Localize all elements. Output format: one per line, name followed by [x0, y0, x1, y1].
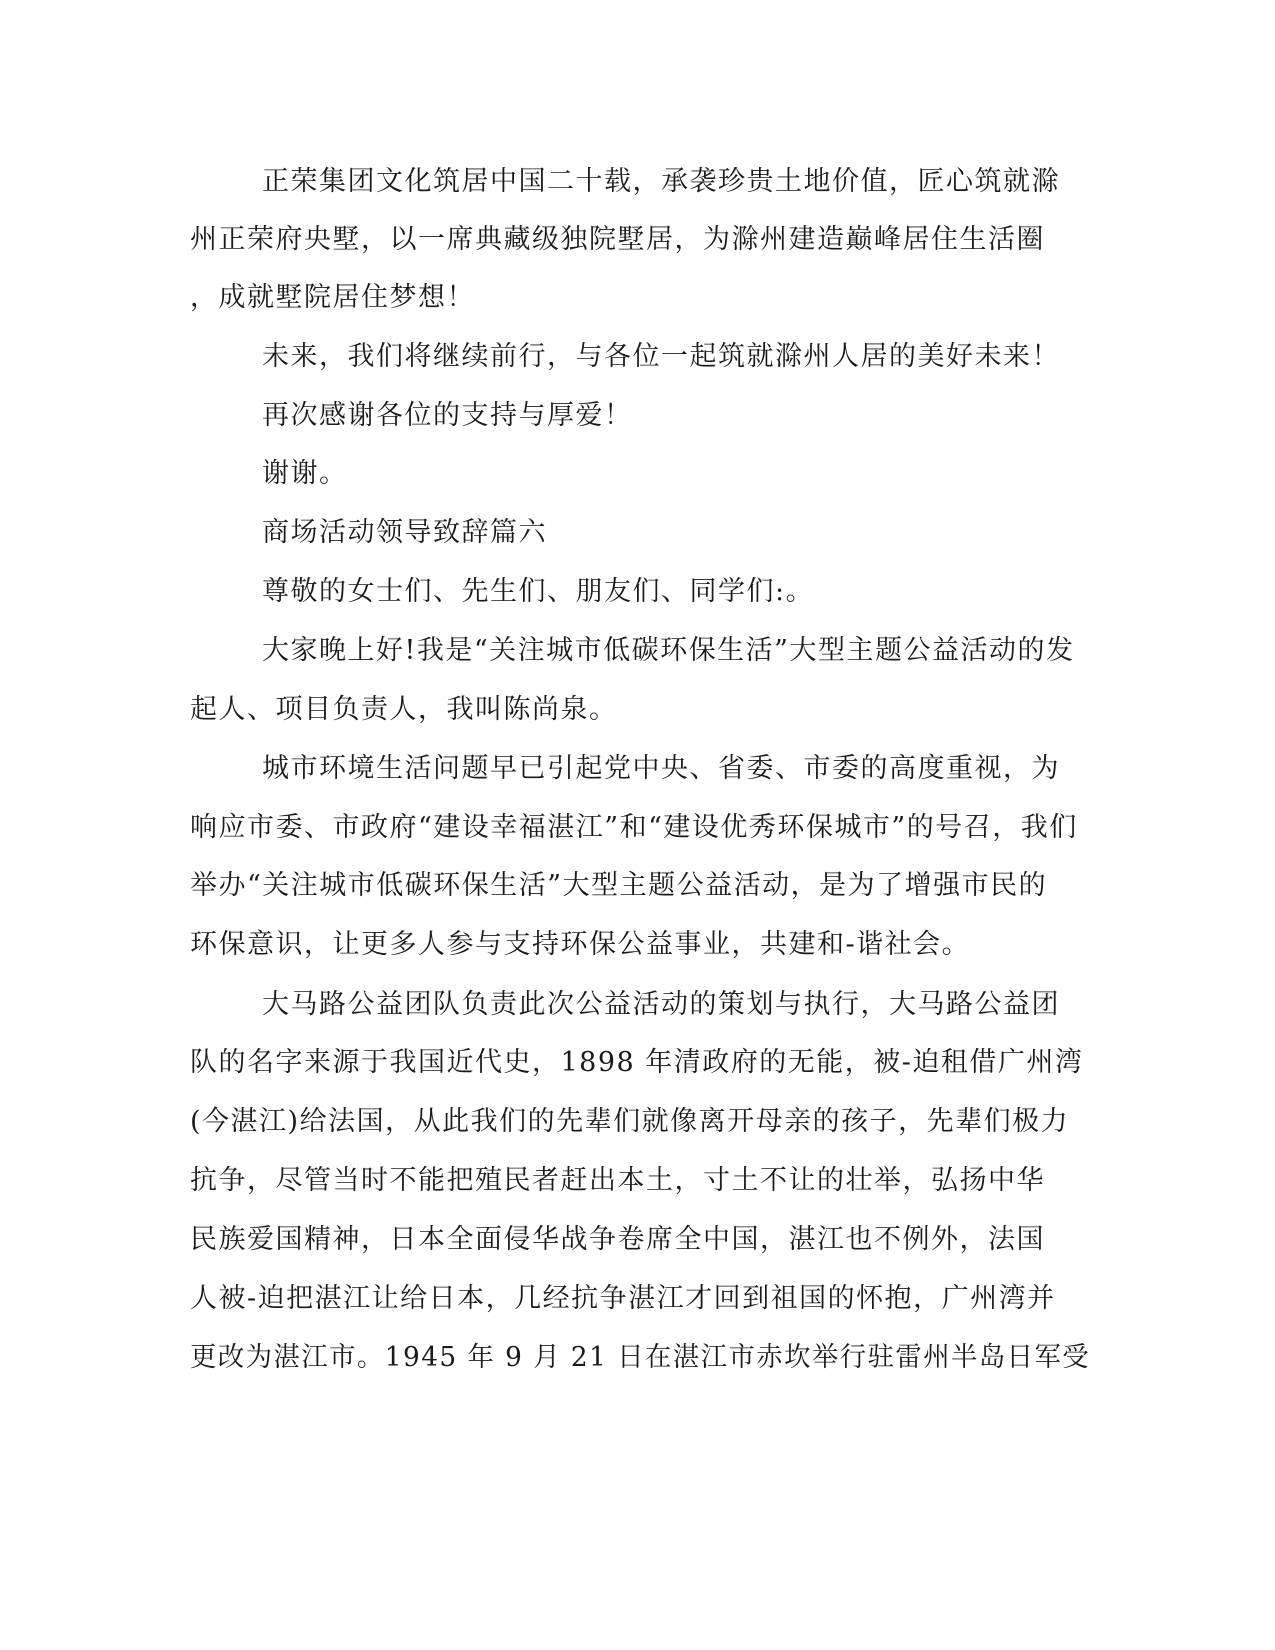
text-line-12: 响应市委、市政府“建设幸福湛江”和“建设优秀环保城市”的号召，我们 [190, 812, 1078, 843]
text-line-10: 起人、项目负责人，我叫陈尚泉。 [190, 694, 618, 725]
text-line-18: 抗争，尽管当时不能把殖民者赶出本土，寸土不让的壮举，弘扬中华 [190, 1165, 1045, 1196]
text-line-20: 人被-迫把湛江让给日本，几经抗争湛江才回到祖国的怀抱，广州湾并 [190, 1283, 1056, 1314]
text-line-1: 正荣集团文化筑居中国二十载，承袭珍贵土地价值，匠心筑就滁 [262, 166, 1060, 197]
text-line-14: 环保意识，让更多人参与支持环保公益事业，共建和-谐社会。 [190, 929, 971, 960]
text-line-17: (今湛江)给法国，从此我们的先辈们就像离开母亲的孩子，先辈们极力 [190, 1106, 1070, 1137]
text-line-9: 大家晚上好!我是“关注城市低碳环保生活”大型主题公益活动的发 [262, 635, 1075, 666]
text-line-8: 尊敬的女士们、先生们、朋友们、同学们:。 [262, 576, 815, 607]
text-line-5: 再次感谢各位的支持与厚爱！ [262, 400, 633, 431]
text-line-15: 大马路公益团队负责此次公益活动的策划与执行，大马路公益团 [262, 989, 1060, 1020]
section-heading: 商场活动领导致辞篇六 [262, 517, 547, 548]
text-line-21: 更改为湛江市。1945 年 9 月 21 日在湛江市赤坎举行驻雷州半岛日军受 [190, 1342, 1091, 1373]
text-line-2: 州正荣府央墅，以一席典藏级独院墅居，为滁州建造巅峰居住生活圈 [190, 224, 1045, 255]
text-line-6: 谢谢。 [262, 458, 348, 489]
text-line-16: 队的名字来源于我国近代史，1898 年清政府的无能，被-迫租借广州湾 [190, 1047, 1084, 1078]
text-line-4: 未来，我们将继续前行，与各位一起筑就滁州人居的美好未来！ [262, 341, 1060, 372]
text-line-3: ，成就墅院居住梦想！ [190, 282, 475, 313]
text-line-11: 城市环境生活问题早已引起党中央、省委、市委的高度重视，为 [262, 753, 1060, 784]
text-line-13: 举办“关注城市低碳环保生活”大型主题公益活动，是为了增强市民的 [190, 870, 1048, 901]
text-line-19: 民族爱国精神，日本全面侵华战争卷席全中国，湛江也不例外，法国 [190, 1224, 1045, 1255]
